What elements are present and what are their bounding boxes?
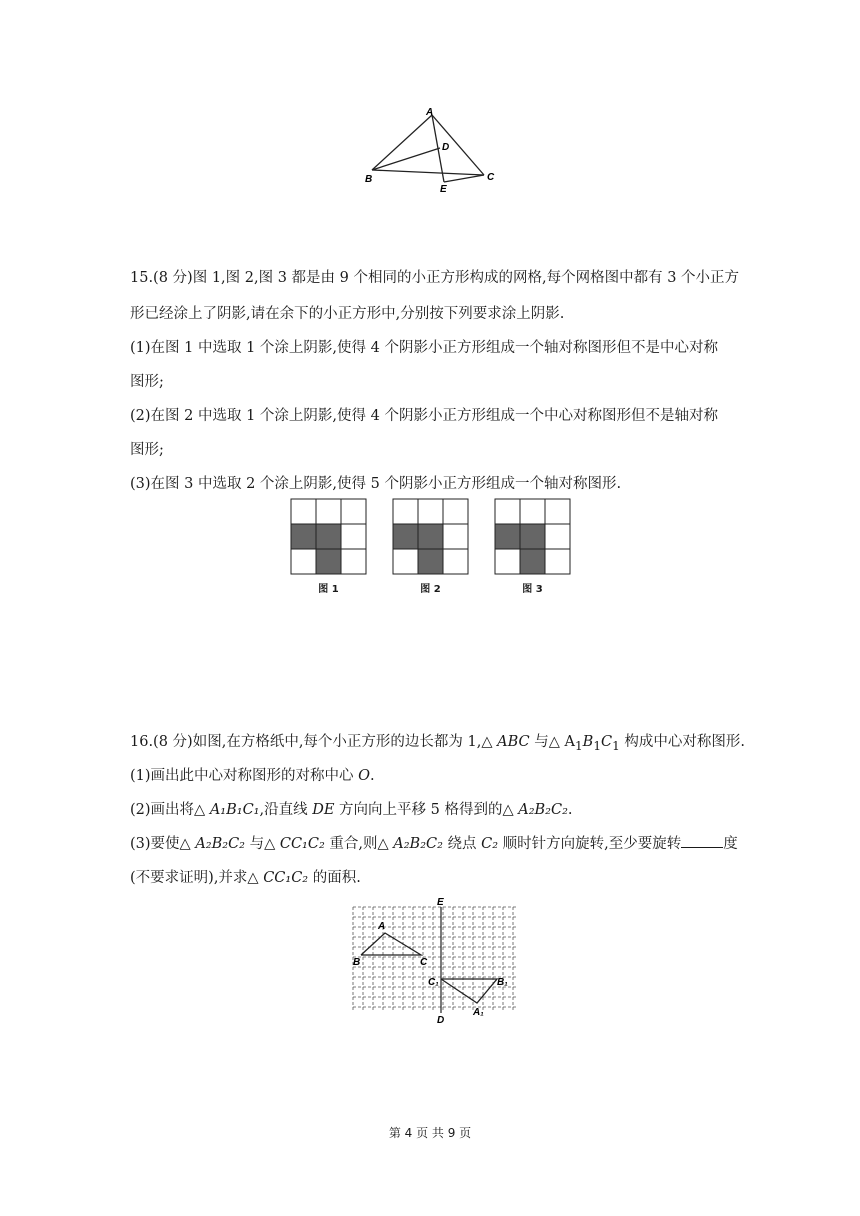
label-a: A: [378, 921, 386, 932]
q16-p3-text: 的面积.: [308, 870, 361, 886]
sub-1: 1: [574, 738, 583, 753]
q16-p2-text: ,沿直线: [259, 802, 313, 818]
q16-p3-text: (不要求证明),并求△: [130, 870, 264, 886]
vertex-c: C: [601, 734, 613, 750]
q16-p2-text: (2)画出将△: [130, 802, 210, 818]
q15-p1-line1: (1)在图 1 中选取 1 个涂上阴影,使得 4 个阴影小正方形组成一个轴对称图形但不是中心对称: [130, 340, 718, 356]
label-d: D: [437, 1015, 445, 1026]
label-e: E: [440, 184, 447, 195]
line-de: DE: [312, 802, 335, 818]
shaded-cell: [291, 524, 316, 549]
empty-cell[interactable]: [316, 499, 341, 524]
triangle-a2b2c2: A₂B₂C₂: [195, 836, 245, 852]
empty-cell[interactable]: [443, 549, 468, 574]
grid-3x3: [494, 498, 571, 575]
q15-line2: 形已经涂上了阴影,请在余下的小正方形中,分别按下列要求涂上阴影.: [130, 306, 565, 322]
empty-cell[interactable]: [393, 499, 418, 524]
q16-line1: [130, 732, 746, 756]
q16-p2: [130, 800, 730, 820]
degree-unit: 度: [723, 836, 738, 852]
grid-3x3: [392, 498, 469, 575]
q16-p3-text: (3)要使△: [130, 836, 196, 852]
empty-cell[interactable]: [545, 524, 570, 549]
label-c: C: [487, 172, 495, 183]
empty-cell[interactable]: [443, 524, 468, 549]
q16-line1-mid: 与△ A: [529, 734, 575, 750]
triangle-cc1c2: CC₁C₂: [263, 870, 309, 886]
vertex-b: B: [582, 734, 594, 750]
grid-caption: 图 3: [522, 584, 543, 595]
shaded-cell: [393, 524, 418, 549]
label-b: B: [353, 957, 361, 968]
shaded-cell: [520, 549, 545, 574]
q16-p3-line2: [130, 868, 730, 888]
q16-line1-text: 16.(8 分)如图,在方格纸中,每个小正方形的边长都为 1,: [130, 734, 482, 750]
grid-caption: 图 1: [318, 584, 339, 595]
empty-cell[interactable]: [545, 549, 570, 574]
label-a: A: [426, 107, 434, 118]
empty-cell[interactable]: [545, 499, 570, 524]
empty-cell[interactable]: [495, 549, 520, 574]
shaded-cell: [316, 524, 341, 549]
triangle-cc1c2: CC₁C₂: [279, 836, 325, 852]
grid-figure-1: [290, 498, 367, 595]
answer-blank[interactable]: [681, 835, 723, 848]
q15-p2-line1: (2)在图 2 中选取 1 个涂上阴影,使得 4 个阴影小正方形组成一个中心对称图形但不是轴对称: [130, 408, 718, 424]
q16-p1-text: (1)画出此中心对称图形的对称中心: [130, 768, 359, 784]
shaded-cell: [520, 524, 545, 549]
shaded-cell: [418, 549, 443, 574]
point-c2: C₂: [481, 836, 499, 852]
sub-1: 1: [593, 738, 602, 753]
triangle-symbol: △: [481, 734, 493, 750]
empty-cell[interactable]: [495, 499, 520, 524]
empty-cell[interactable]: [341, 524, 366, 549]
q16-p3-text: 与△: [244, 836, 280, 852]
q16-line1-end: 构成中心对称图形.: [619, 734, 746, 750]
period: .: [370, 768, 375, 784]
sub-1: 1: [612, 738, 620, 753]
q15-p3-line1: (3)在图 3 中选取 2 个涂上阴影,使得 5 个阴影小正方形组成一个轴对称图形.: [130, 476, 622, 492]
shaded-cell: [316, 549, 341, 574]
empty-cell[interactable]: [291, 549, 316, 574]
triangle-a2b2c2: A₂B₂C₂: [393, 836, 443, 852]
grid-paper-figure: [345, 895, 520, 1030]
q16-p3-text: 顺时针方向旋转,至少要旋转: [498, 836, 682, 852]
label-e: E: [437, 897, 444, 908]
empty-cell[interactable]: [341, 499, 366, 524]
q16-p2-text: 方向向上平移 5 格得到的△: [334, 802, 519, 818]
empty-cell[interactable]: [393, 549, 418, 574]
q15-p1-line2: 图形;: [130, 374, 164, 390]
empty-cell[interactable]: [520, 499, 545, 524]
triangle-a2b2c2: A₂B₂C₂: [518, 802, 568, 818]
empty-cell[interactable]: [418, 499, 443, 524]
q15-p2-line2: 图形;: [130, 442, 164, 458]
shaded-cell: [418, 524, 443, 549]
q15-line1: 15.(8 分)图 1,图 2,图 3 都是由 9 个相同的小正方形构成的网格,每个网格图中都有 3 个小正方: [130, 270, 740, 286]
point-o: O: [358, 768, 371, 784]
label-d: D: [442, 142, 450, 153]
empty-cell[interactable]: [443, 499, 468, 524]
q16-p3-text: 重合,则△: [324, 836, 394, 852]
empty-cell[interactable]: [291, 499, 316, 524]
grid-figure-3: [494, 498, 571, 595]
page-footer: 第 4 页 共 9 页: [388, 1126, 472, 1140]
grid-caption: 图 2: [420, 584, 441, 595]
period: .: [567, 802, 573, 818]
shaded-cell: [495, 524, 520, 549]
label-c1: C₁: [428, 977, 439, 988]
label-b: B: [365, 174, 373, 185]
empty-cell[interactable]: [341, 549, 366, 574]
label-b1: B₁: [497, 977, 508, 988]
q16-p3-line1: [130, 834, 738, 854]
grid-figure-2: [392, 498, 469, 595]
triangle-a1b1c1: A₁B₁C₁: [209, 802, 260, 818]
triangle-abc: ABC: [492, 734, 530, 750]
label-c: C: [420, 957, 428, 968]
q16-p3-text: 绕点: [442, 836, 482, 852]
triangle-figure: [360, 100, 510, 195]
grid-3x3: [290, 498, 367, 575]
label-a1: A₁: [473, 1007, 484, 1018]
q16-p1: [130, 766, 730, 786]
